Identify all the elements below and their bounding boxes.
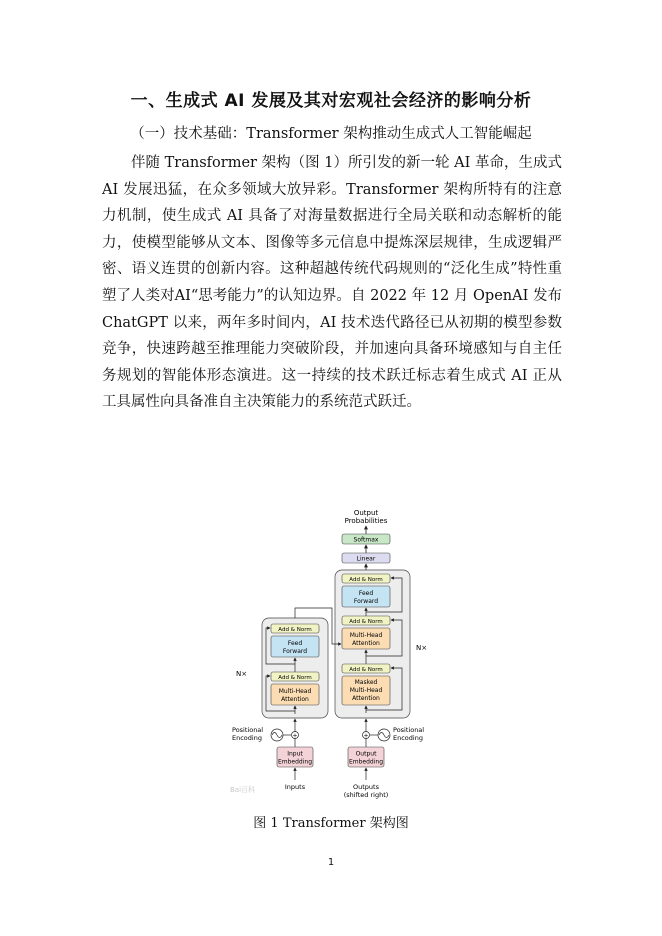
multi-head-label-1: Multi-Head — [349, 632, 383, 639]
linear-label: Linear — [356, 555, 376, 563]
subsection-heading: （一）技术基础：Transformer 架构推动生成式人工智能崛起 — [130, 126, 532, 142]
add-norm-label: Add & Norm — [278, 675, 312, 681]
feed-forward-label-1: Feed — [358, 590, 374, 597]
plus-symbol: + — [363, 732, 369, 740]
feed-forward-label-2: Forward — [282, 648, 308, 655]
positional-encoding-label-2: Encoding — [393, 734, 423, 742]
multi-head-label-2: Attention — [281, 696, 309, 703]
output-probabilities-label-1: Output — [353, 509, 379, 517]
inputs-label: Inputs — [284, 783, 306, 791]
multi-head-label-1: Multi-Head — [278, 688, 312, 695]
section-heading: 一、生成式 AI 发展及其对宏观社会经济的影响分析 — [130, 91, 532, 111]
output-embedding-label-2: Embedding — [348, 758, 384, 766]
positional-encoding-label-1: Positional — [232, 726, 264, 734]
masked-label-3: Attention — [352, 695, 380, 702]
multi-head-label-2: Attention — [352, 640, 380, 647]
plus-symbol: + — [292, 732, 298, 740]
outputs-label-1: Outputs — [353, 783, 379, 791]
transformer-figure — [222, 504, 440, 804]
masked-label-2: Multi-Head — [349, 687, 383, 694]
output-embedding-label-1: Output — [355, 750, 377, 758]
feed-forward-label-1: Feed — [287, 640, 303, 647]
body-paragraph-container — [102, 150, 562, 416]
masked-label-1: Masked — [354, 679, 378, 686]
encoder-nx-label: N× — [236, 670, 248, 678]
positional-encoding-label-1: Positional — [393, 726, 425, 734]
input-embedding-label-1: Input — [287, 750, 303, 758]
output-probabilities-label-2: Probabilities — [344, 517, 388, 525]
decoder-nx-label: N× — [416, 644, 428, 652]
watermark: Bai百科 — [230, 786, 256, 794]
softmax-label: Softmax — [353, 536, 379, 544]
figure-caption: 图 1 Transformer 架构图 — [253, 816, 409, 831]
input-embedding-label-2: Embedding — [277, 758, 313, 766]
add-norm-label: Add & Norm — [349, 619, 383, 625]
add-norm-label: Add & Norm — [278, 627, 312, 633]
feed-forward-label-2: Forward — [353, 598, 379, 605]
page-number: 1 — [327, 857, 335, 868]
transformer-diagram — [222, 504, 440, 804]
positional-encoding-label-2: Encoding — [232, 734, 262, 742]
add-norm-label: Add & Norm — [349, 577, 383, 583]
body-paragraph: 伴随 Transformer 架构（图 1）所引发的新一轮 AI 革命，生成式 AI 发展迅猛，在众多领域大放异彩。Transformer 架构所特有的注意力机制，使生成式 AI 具备了对海量数据进行全局关联和动态解析的能力，使模型能够从文本、图像等多元信息中提炼深层规律，生成逻辑严密、语义连贯的创新内容。这种超越传统代码规则的“泛化生成”特性重塑了人类对AI“思考能力”的认知边界。自 2022 年 12 月 OpenAI 发布 ChatGPT 以来，两年多时间内，AI 技术迭代路径已从初期的模型参数竞争，快速跨越至推理能力突破阶段，并加速向具备环境感知与自主任务规划的智能体形态演进。这一持续的技术跃迁标志着生成式 AI 正从工具属性向具备准自主决策能力的系统范式跃迁。 — [102, 155, 562, 411]
outputs-label-2: (shifted right) — [343, 791, 389, 799]
add-norm-label: Add & Norm — [349, 667, 383, 673]
